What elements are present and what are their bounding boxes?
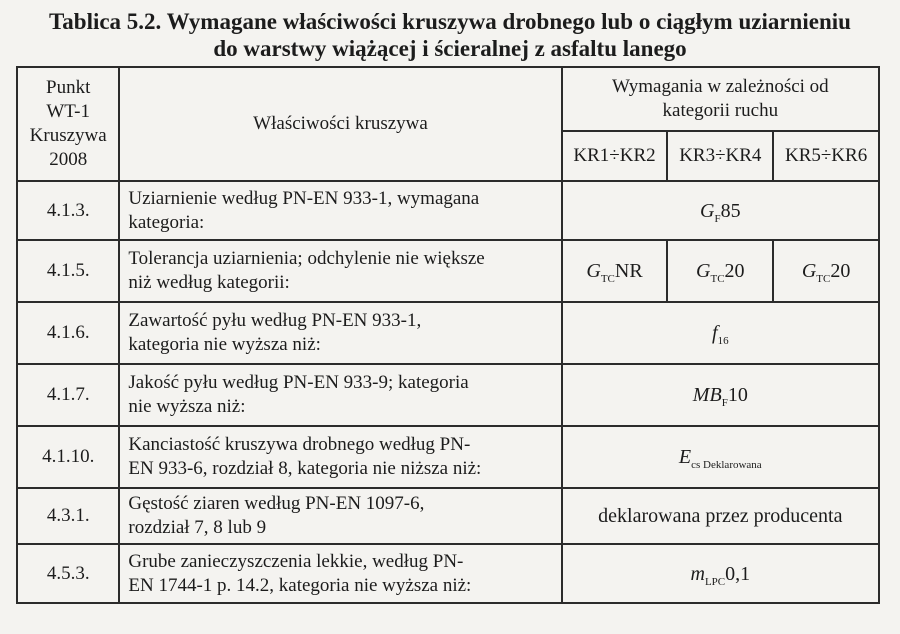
row-description-line: niż według kategorii: — [128, 272, 290, 293]
row-description-line: Grube zanieczyszczenia lekkie, według PN- — [128, 550, 464, 572]
row-requirement-kr3-kr4 — [667, 240, 773, 302]
value-number: 10 — [727, 384, 748, 406]
header-category-kr5-kr6: KR5÷KR6 — [773, 131, 879, 181]
row-description-line: kategoria nie wyższa niż: — [128, 334, 321, 355]
header-wlasciwosci: Właściwości kruszywa — [119, 67, 561, 181]
row-description-line: EN 1744-1 p. 14.2, kategoria nie wyższa niż: — [128, 574, 472, 596]
row-requirement: deklarowana przez producenta — [562, 488, 879, 544]
row-punkt: 4.1.7. — [17, 364, 119, 426]
value-symbol: G — [586, 260, 601, 282]
value-number: 20 — [724, 260, 745, 282]
header-category-kr1-kr2: KR1÷KR2 — [562, 131, 668, 181]
row-description-line: Uziarnienie według PN-EN 933-1, wymagana — [128, 187, 480, 209]
table-caption — [0, 8, 900, 62]
row-description-line: Zawartość pyłu według PN-EN 933-1, — [128, 310, 422, 331]
row-description — [119, 181, 561, 240]
row-description-line: EN 933-6, rozdział 8, kategoria nie niższa niż: — [128, 458, 482, 479]
row-description — [119, 302, 561, 364]
row-description-line: nie wyższa niż: — [128, 396, 246, 417]
value-subscript: TC — [710, 273, 725, 285]
row-requirement — [562, 426, 879, 488]
header-wymagania-line: kategorii ruchu — [662, 100, 779, 121]
value-subscript: F — [714, 212, 721, 225]
row-punkt: 4.1.6. — [17, 302, 119, 364]
value-number: 85 — [720, 199, 741, 222]
caption-line-1: Tablica 5.2. Wymagane właściwości kruszywa drobnego lub o ciągłym uziarnieniu — [49, 9, 851, 34]
row-punkt: 4.1.5. — [17, 240, 119, 302]
table-row — [17, 240, 879, 302]
row-requirement — [562, 302, 879, 364]
row-description — [119, 426, 561, 488]
row-punkt: 4.1.10. — [17, 426, 119, 488]
value-symbol: E — [678, 446, 692, 468]
value-subscript: LPC — [704, 575, 726, 588]
value-subscript: cs Deklarowana — [691, 459, 762, 471]
value-symbol: G — [700, 199, 715, 222]
table-row — [17, 488, 879, 544]
table-row — [17, 302, 879, 364]
value-symbol: MB — [692, 384, 722, 406]
value-symbol: G — [801, 260, 817, 282]
value-number: 0,1 — [725, 562, 751, 585]
table-row — [17, 426, 879, 488]
row-description-line: Gęstość ziaren według PN-EN 1097-6, — [128, 493, 425, 514]
caption-line-2: do warstwy wiążącej i ścieralnej z asfaltu lanego — [213, 36, 687, 61]
header-wymagania — [562, 67, 879, 131]
header-punkt-line: Punkt — [46, 77, 91, 98]
header-punkt-line: 2008 — [49, 149, 88, 170]
value-subscript: F — [721, 397, 728, 409]
header-punkt-line: WT-1 — [46, 101, 90, 122]
row-requirement — [562, 544, 879, 603]
row-description-line: Tolerancja uziarnienia; odchylenie nie większe — [128, 248, 485, 269]
row-punkt: 4.3.1. — [17, 488, 119, 544]
row-description-line: Kanciastość kruszywa drobnego według PN- — [128, 434, 471, 455]
row-description-line: rozdział 7, 8 lub 9 — [128, 517, 267, 538]
value-symbol: f — [712, 322, 718, 344]
row-description — [119, 364, 561, 426]
value-symbol: m — [690, 562, 705, 585]
header-row — [17, 67, 879, 131]
value-subscript: TC — [600, 273, 615, 285]
value-number: NR — [614, 260, 643, 282]
header-category-kr3-kr4: KR3÷KR4 — [667, 131, 773, 181]
header-punkt — [17, 67, 119, 181]
row-punkt: 4.1.3. — [17, 181, 119, 240]
row-description — [119, 488, 561, 544]
value-subscript: 16 — [717, 335, 729, 347]
requirements-table — [16, 66, 880, 604]
value-number: 20 — [830, 260, 851, 282]
table-row — [17, 544, 879, 603]
header-wymagania-line: Wymagania w zależności od — [611, 76, 829, 97]
value-subscript: TC — [816, 273, 831, 285]
row-description — [119, 544, 561, 603]
row-requirement — [562, 364, 879, 426]
row-requirement-kr1-kr2 — [562, 240, 668, 302]
row-description-line: Jakość pyłu według PN-EN 933-9; kategoria — [128, 372, 469, 393]
table-row — [17, 181, 879, 240]
row-punkt: 4.5.3. — [17, 544, 119, 603]
row-requirement — [562, 181, 879, 240]
row-description-line: kategoria: — [128, 211, 205, 233]
header-punkt-line: Kruszywa — [29, 125, 107, 146]
row-requirement-kr5-kr6 — [773, 240, 879, 302]
row-description — [119, 240, 561, 302]
value-symbol: G — [696, 260, 711, 282]
table-row — [17, 364, 879, 426]
